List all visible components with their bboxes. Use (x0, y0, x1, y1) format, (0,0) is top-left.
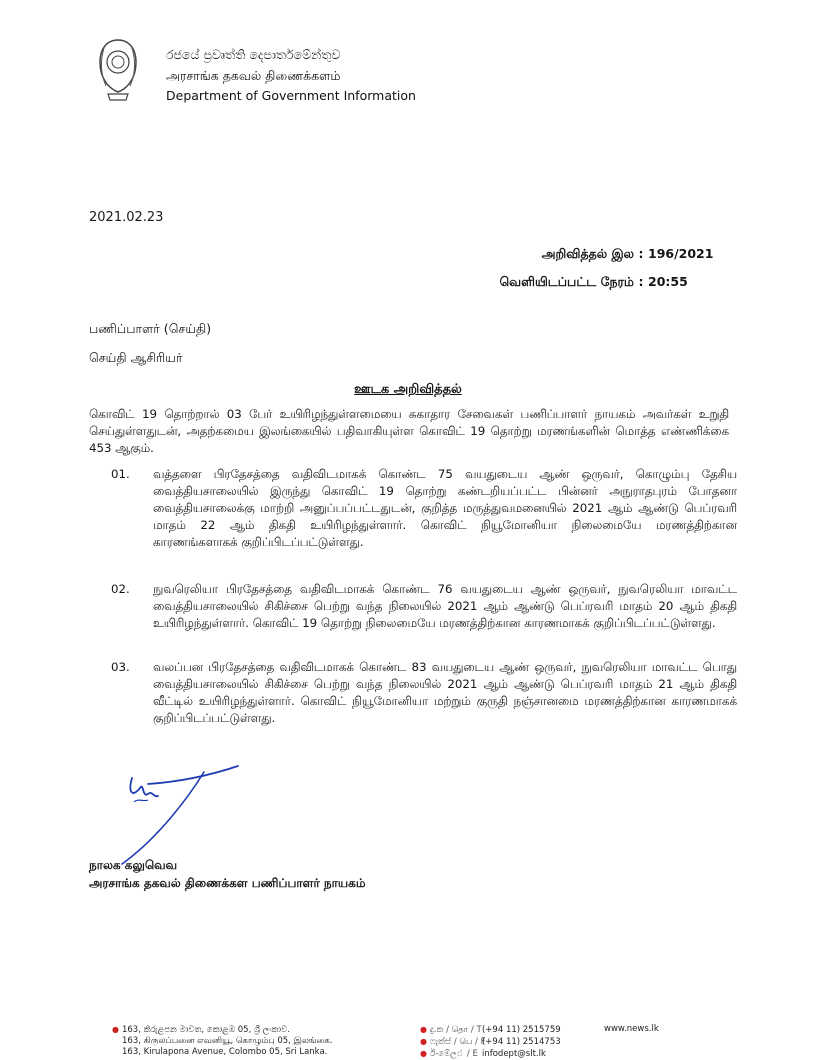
release-time-row: வெளியிடப்பட்ட நேரம் : 20:55 (470, 274, 770, 291)
document-date: 2021.02.23 (89, 210, 164, 225)
footer-contacts: ● දු.ක / தொ / T(+94 11) 2515759 ● ෆැක්ස් / பெ / F(+94 11) 2514753 ● ඊ-මේල் / E infodept@slt.lk (420, 1025, 561, 1059)
item-number: 01. (111, 467, 130, 481)
fax-label: ෆැක්ස් / பெ / F (429, 1037, 486, 1047)
address-sinhala: 163, කිරුළපන මාවත, කොළඹ 05, ශ්‍රී ලංකාව. (121, 1025, 290, 1035)
dept-name-sinhala: රජයේ ප්‍රවෘත්ති දෙපාර්තමේන්තුව (166, 47, 341, 62)
recipient-editor: செய்தி ஆசிரியர் (89, 350, 183, 365)
phone-label: දු.ක / தொ / T (429, 1025, 482, 1035)
item-number: 02. (111, 582, 130, 596)
signatory-designation: அரசாங்க தகவல் திணைக்கள பணிப்பாளர் நாயகம் (89, 876, 366, 890)
email-label: ඊ-මේල் / E (429, 1049, 478, 1059)
release-time-value: 20:55 (648, 274, 688, 289)
item-text: நுவரெலியா பிரதேசத்தை வதிவிடமாகக் கொண்ட 76 வயதுடைய ஆண் ஒருவர், நுவரெலியா மாவட்ட வைத்தியசாலையில் சிகிச்சை பெற்று வந்த நிலையில் 2021 ஆம் ஆண்டு பெப்ரவரி மாதம் 20 ஆம் திகதி உயிரிழந்துள்ளார். கொவிட் 19 தொற்று நிலைமையே மரணத்திற்கான காரணமாகக் குறிப்பிடப்பட்டுள்ளது. (153, 582, 737, 630)
notice-number-row: அறிவித்தல் இல : 196/2021 (470, 246, 770, 263)
notice-number-value: 196/2021 (648, 246, 714, 261)
footer-address: ● 163, කිරුළපන මාවත, කොළඹ 05, ශ්‍රී ලංකාව. 163, கிருலப்பனை எவனியூ, கொழும்பு 05, இலங்கை. 163, Kirulapona Avenue, Colombo 05, Sri Lanka. (112, 1025, 333, 1057)
item-text: வலப்பன பிரதேசத்தை வதிவிடமாகக் கொண்ட 83 வயதுடைய ஆண் ஒருவர், நுவரெலியா மாவட்ட பொது வைத்தியசாலையில் சிகிச்சை பெற்று வந்த நிலையில் 2021 ஆம் ஆண்டு பெப்ரவரி மாதம் 21 ஆம் திகதி வீட்டில் உயிரிழந்துள்ளார். கொவிட் நியூமோனியா மற்றும் குருதி நஞ்சானமை மரணத்திற்கான காரணமாகக் குறிப்பிடப்பட்டுள்ளது. (153, 660, 737, 725)
recipient-director: பணிப்பாளர் (செய்தி) (89, 321, 212, 336)
fax-number: (+94 11) 2514753 (481, 1037, 561, 1047)
signatory-name: நாலக கலுவெவ (89, 858, 178, 872)
list-item (111, 466, 737, 551)
list-item (111, 581, 737, 632)
phone-number: (+94 11) 2515759 (481, 1025, 561, 1035)
item-number: 03. (111, 660, 130, 674)
website-link[interactable]: www.news.lk (604, 1024, 659, 1034)
release-time-label: வெளியிடப்பட்ட நேரம் (499, 274, 634, 289)
email-address: infodept@slt.lk (481, 1049, 546, 1059)
sri-lanka-emblem-icon (94, 38, 142, 104)
dept-name-tamil: அரசாங்க தகவல் திணைக்களம் (166, 68, 341, 83)
dept-name-english: Department of Government Information (166, 88, 416, 103)
signature-image (118, 758, 328, 868)
notice-number-label: அறிவித்தல் இல (541, 246, 634, 261)
address-english: 163, Kirulapona Avenue, Colombo 05, Sri Lanka. (122, 1047, 328, 1057)
media-release-title: ஊடக அறிவித்தல் (354, 382, 462, 397)
intro-paragraph: கொவிட் 19 தொற்றால் 03 பேர் உயிரிழந்துள்ளமையை சுகாதார சேவைகள் பணிப்பாளர் நாயகம் அவர்கள் உறுதி செய்துள்ளதுடன், அதற்கமைய இலங்கையில் பதிவாகியுள்ள கொவிட் 19 தொற்று மரணங்களின் மொத்த எண்ணிக்கை 453 ஆகும். (89, 407, 729, 455)
address-tamil: 163, கிருலப்பனை எவனியூ, கொழும்பு 05, இலங்கை. (122, 1036, 333, 1046)
list-item (111, 659, 737, 727)
item-text: வத்தளை பிரதேசத்தை வதிவிடமாகக் கொண்ட 75 வயதுடைய ஆண் ஒருவர், கொழும்பு தேசிய வைத்தியசாலையில் இருந்து கொவிட் 19 தொற்று கண்டறியப்பட்ட பின்னர் அநுராதபுரம் போதனா வைத்தியசாலைக்கு மாற்றி அனுப்பப்பட்டதுடன், குறித்த மருத்துவமனையில் 2021 ஆம் ஆண்டு பெப்ரவரி மாதம் 22 ஆம் திகதி உயிரிழந்துள்ளார். கொவிட் நியூமோனியா நிலைமையே மரணத்திற்கான காரணங்களாகக் குறிப்பிடப்பட்டுள்ளது. (153, 467, 737, 549)
